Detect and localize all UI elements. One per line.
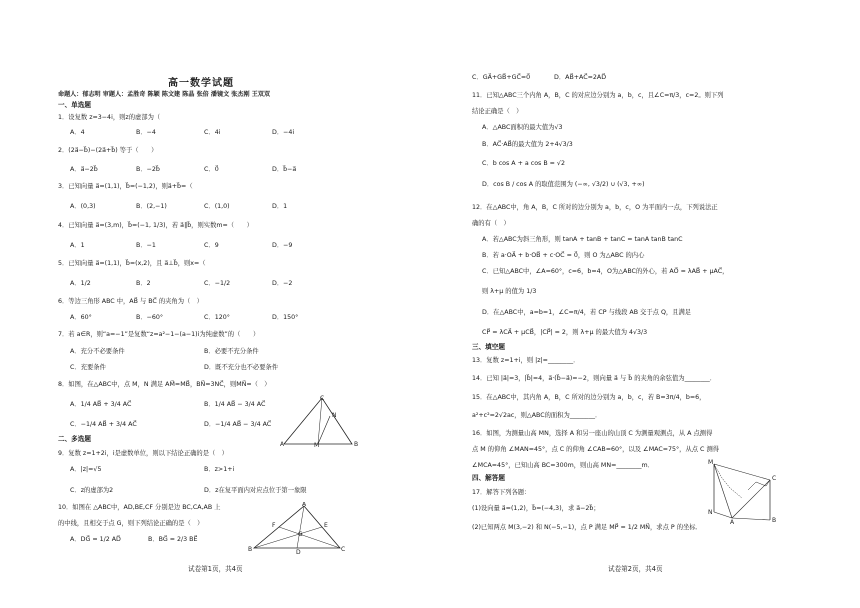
- question-17-part-1: (1)设向量 a⃗=(1,2)，b⃗=(−4,3)，求 a⃗−2b⃗；: [472, 505, 600, 512]
- option-c: C．z的虚部为2: [70, 487, 114, 494]
- option-b: B．必要不充分条件: [204, 348, 259, 355]
- q12-option-b: B．若 a·OA⃗ + b·OB⃗ + c·OC⃗ = 0⃗，则 O 为△ABC 的内心: [482, 252, 645, 259]
- svg-text:C: C: [320, 395, 325, 402]
- svg-text:A: A: [730, 519, 735, 524]
- q12-option-d-line-1: D．在△ABC中，a=b=1，∠C=π/4，若 CP 与线段 AB 交于点 Q，且满足: [482, 309, 692, 316]
- question-15-line-1: 15．在△ABC中，其内角 A，B，C 所对的边分别为 a，b，c，若 B=3π/4，b=6，: [472, 394, 706, 401]
- question-16-line-3: ∠MCA=45°，已知山高 BC=300m，则山高 MN=________m．: [472, 462, 654, 469]
- question-7: 7．若 a∈R，则“a=−1”是复数“z=a²−1−(a−1)i为纯虚数”的（ ）: [58, 331, 260, 338]
- option-c: C．(1,0): [204, 203, 230, 210]
- question-12-line-1: 12．在△ABC中，角 A，B，C 所对的边分别为 a，b，c，O 为平面内一点，下列说法正: [472, 204, 718, 211]
- question-11-line-2: 结论正确是（ ）: [472, 108, 523, 115]
- option-c: C．−1/2: [204, 280, 231, 287]
- exam-page-2: [472, 0, 820, 608]
- q12-option-c-line-2: 则 λ+μ 的值为 1/3: [482, 288, 537, 295]
- question-12-line-2: 确的有（ ）: [472, 220, 510, 227]
- svg-text:C: C: [772, 475, 777, 482]
- option-b: B．−2b⃗: [136, 166, 160, 173]
- svg-text:B: B: [248, 546, 253, 553]
- question-17-part-2: (2)已知两点 M(3,−2) 和 N(−5,−1)，点 P 满足 MP⃗ = 1/2 MN⃗，求点 P 的坐标．: [472, 524, 702, 531]
- option-d: D．150°: [272, 314, 299, 321]
- question-1: 1．设复数 z=3−4i，则z的虚部为（: [58, 114, 161, 121]
- option-b: B．−60°: [136, 314, 164, 321]
- svg-text:E: E: [324, 522, 328, 529]
- option-a: A．(0,3): [70, 203, 96, 210]
- option-c: C．−1/4 AB⃗ + 3/4 AC⃗: [70, 421, 137, 428]
- option-d: D．−9: [272, 242, 293, 249]
- svg-text:B: B: [772, 517, 777, 524]
- section-multi-choice: 二、多选题: [58, 435, 91, 443]
- option-d: D．b⃗−a⃗: [272, 166, 297, 173]
- option-a: A．1/2: [70, 280, 91, 287]
- question-10-line-2: 的中线，且相交于点 G，则下列结论正确的是（ ）: [58, 520, 204, 527]
- question-16-line-1: 16．如图，为测量山高 MN，选择 A 和另一座山的山顶 C 为测量观测点，从 A 点测得: [472, 430, 713, 437]
- option-a: A．充分不必要条件: [70, 348, 125, 355]
- option-b: B．z>1+i: [204, 466, 235, 473]
- q11-option-a: A．△ABC面积的最大值为√3: [482, 124, 563, 131]
- option-b: B．−4: [136, 129, 156, 136]
- page-footer: 试卷第2页，共4页: [608, 565, 663, 573]
- q12-option-c-line-1: C．已知△ABC中，∠A=60°，c=6，b=4，O为△ABC的外心，若 AO⃗ = λAB⃗ + μAC⃗，: [482, 268, 729, 275]
- option-d: D．−1/4 AB⃗ − 3/4 AC⃗: [204, 421, 272, 428]
- option-c: C．120°: [204, 314, 230, 321]
- q11-option-d: D．cos B / cos A 的取值范围为 (−∞, √3/2) ∪ (√3, +∞): [482, 181, 645, 188]
- question-4: 4．已知向量 a⃗=(3,m)，b⃗=(−1, 1/3)，若 a⃗∥b⃗，则实数m=（ ）: [58, 222, 253, 229]
- authors-line: 命题人：郁志明 审题人：孟胜奇 陈颖 陈文建 陈晶 张倍 潘镜文 张杰刚 王双双: [58, 91, 270, 98]
- question-6: 6．等边三角形 ABC 中，AB⃗ 与 BC⃗ 的夹角为（ ）: [58, 298, 203, 305]
- figure-medians-q10: [248, 502, 348, 554]
- question-16-line-2: 点 M 的仰角 ∠MAN=45°，点 C 的仰角 ∠CAB=60°，以及 ∠MAC=75°，从点 C 测得: [472, 446, 720, 453]
- option-c: C．4i: [204, 129, 221, 136]
- section-single-choice: 一、单选题: [58, 101, 91, 109]
- option-d: D．AB⃗+AC⃗=2AD⃗: [554, 74, 607, 81]
- option-b: B．(2,−1): [136, 203, 167, 210]
- option-b: B．−1: [136, 242, 156, 249]
- question-2: 2．(2a⃗−b⃗)−(2a⃗+b⃗) 等于（ ）: [58, 147, 158, 154]
- option-c: C．充要条件: [70, 364, 106, 371]
- option-a: A．1: [70, 242, 85, 249]
- option-c: C．0⃗: [204, 166, 219, 173]
- section-fill-in: 三、填空题: [472, 343, 505, 351]
- option-b: B．2: [136, 280, 151, 287]
- option-a: A．4: [70, 129, 85, 136]
- svg-text:A: A: [280, 441, 285, 448]
- question-14: 14．已知 |a⃗|=3，|b⃗|=4，a⃗·(b⃗−a⃗)=−2，则向量 a⃗ 与 b⃗ 的夹角的余弦值为________．: [472, 375, 717, 382]
- q11-option-b: B．AC⃗·AB⃗的最大值为 2+4√3/3: [482, 141, 573, 148]
- option-d: D．−4i: [272, 129, 295, 136]
- svg-text:C: C: [341, 546, 346, 553]
- question-17: 17．解答下列各题：: [472, 489, 531, 496]
- option-c: C．9: [204, 242, 219, 249]
- option-d: D．1: [272, 203, 288, 210]
- question-8: 8．如图，在△ABC中，点 M，N 满足 AM⃗=MB⃗，BN⃗=3NC⃗，则MN⃗=（ ）: [58, 381, 271, 388]
- exam-page-1: [58, 0, 398, 608]
- svg-text:B: B: [354, 441, 359, 448]
- option-a: A．|z|=√5: [70, 466, 102, 473]
- svg-text:N: N: [332, 412, 337, 419]
- svg-text:M: M: [708, 459, 714, 466]
- option-d: D．−2: [272, 280, 293, 287]
- figure-triangle-q8: [280, 394, 360, 448]
- question-10-line-1: 10．如图在 △ABC中，AD,BE,CF 分别是边 BC,CA,AB 上: [58, 504, 221, 511]
- option-a: A．a⃗−2b⃗: [70, 166, 98, 173]
- option-c: C．GA⃗+GB⃗+GC⃗=0⃗: [472, 74, 531, 81]
- svg-text:M: M: [314, 442, 320, 448]
- question-3: 3．已知向量 a⃗=(1,1)，b⃗=(−1,2)，则a⃗+b⃗=（: [58, 183, 193, 190]
- option-d: D．既不充分也不必要条件: [204, 364, 279, 371]
- question-5: 5．已知向量 a⃗=(1,1)，b⃗=(x,2)，且 a⃗⊥b⃗，则x=（: [58, 260, 206, 267]
- option-a: A．1/4 AB⃗ + 3/4 AC⃗: [70, 401, 132, 408]
- option-d: D．z在复平面内对应点位于第一象限: [204, 487, 307, 494]
- q11-option-c: C．b cos A + a cos B = √2: [482, 160, 565, 167]
- exam-title: 高一数学试题: [168, 78, 234, 89]
- question-9: 9．复数 z=1+2i，i是虚数单位，则以下结论正确的是（ ）: [58, 450, 228, 457]
- svg-text:G: G: [298, 531, 303, 538]
- q12-option-d-line-2: CP⃗ = λCA⃗ + μCB⃗，|CP⃗| = 2，则 λ+μ 的最大值为 4√3/3: [482, 329, 648, 336]
- svg-text:D: D: [296, 549, 301, 554]
- option-b: B．BG⃗ = 2/3 BE⃗: [148, 536, 198, 543]
- section-solutions: 四、解答题: [472, 474, 505, 482]
- q12-option-a: A．若△ABC为斜三角形，则 tanA + tanB + tanC = tanA tanB tanC: [482, 236, 683, 243]
- svg-text:A: A: [302, 502, 307, 508]
- svg-text:F: F: [272, 522, 276, 529]
- option-a: A．DG⃗ = 1/2 AD⃗: [70, 536, 121, 543]
- figure-mountain-q16: [708, 458, 780, 524]
- question-15-line-2: a²+c²=2√2ac，则△ABC的面积为________．: [472, 412, 602, 419]
- svg-text:N: N: [708, 509, 713, 516]
- option-a: A．60°: [70, 314, 92, 321]
- question-11-line-1: 11．已知△ABC三个内角 A，B，C 的对应边分别为 a，b，c，且∠C=π/3，c=2。则下列: [472, 92, 724, 99]
- page-footer: 试卷第1页，共4页: [188, 565, 243, 573]
- question-13: 13．复数 z=1+i，则 |z|=________．: [472, 357, 580, 364]
- option-b: B．1/4 AB⃗ − 3/4 AC⃗: [204, 401, 266, 408]
